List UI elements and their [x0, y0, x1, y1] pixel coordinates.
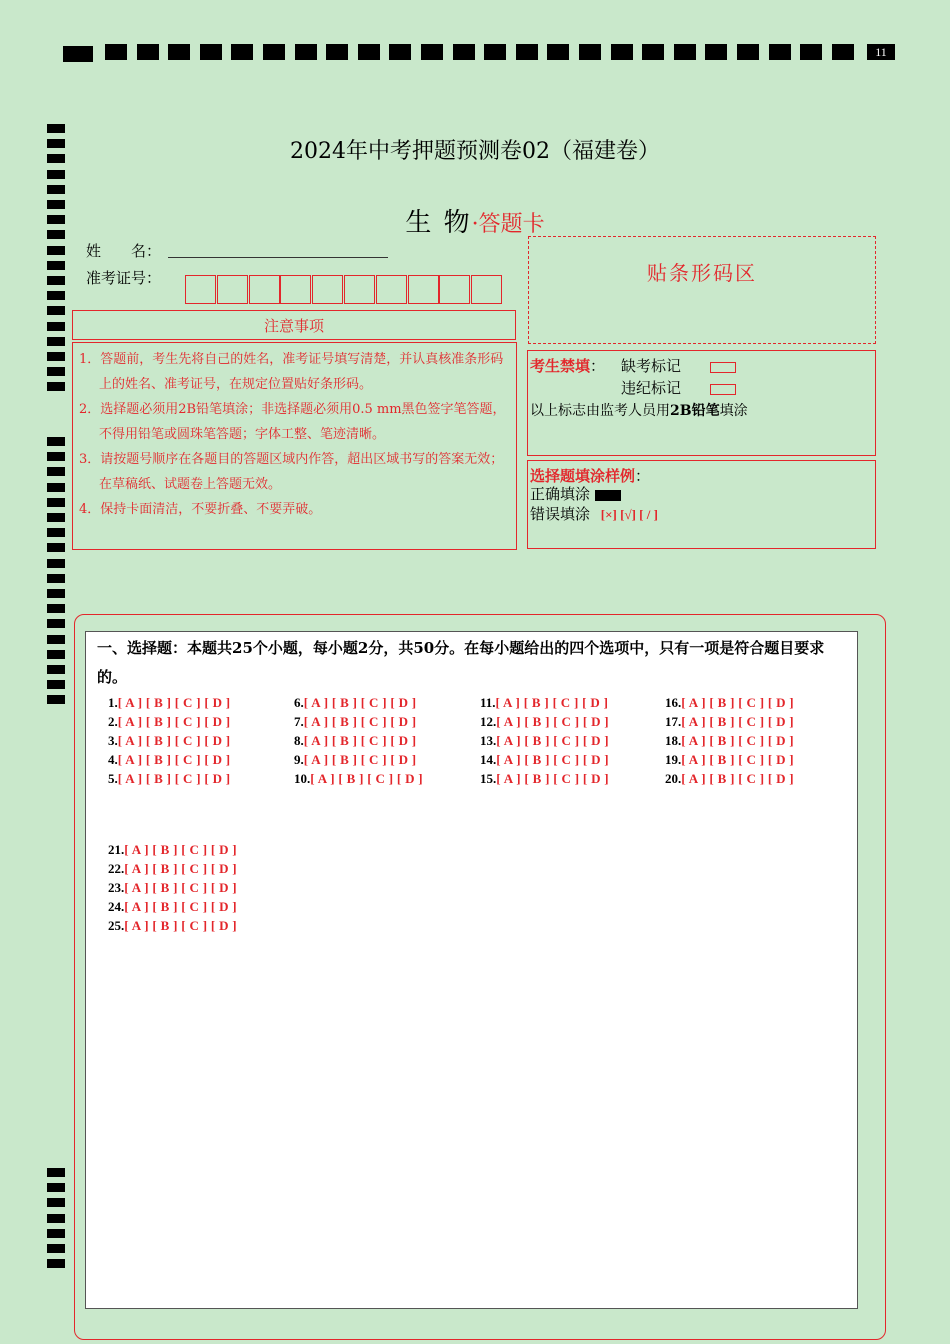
timing-mark [47, 695, 65, 704]
timing-mark [47, 124, 65, 133]
timing-mark [47, 635, 65, 644]
timing-mark [47, 276, 65, 285]
timing-mark [47, 574, 65, 583]
name-field[interactable] [168, 257, 388, 258]
timing-mark [358, 44, 380, 60]
timing-mark [674, 44, 696, 60]
forbidden-box: 考生禁填： 缺考标记 违纪标记 以上标志由监考人员用2B铅笔填涂 [527, 350, 876, 456]
timing-mark [516, 44, 538, 60]
answer-options[interactable]: [ A ] [ B ] [ C ] [ D ] [681, 714, 794, 729]
notes-heading: 注意事项 [72, 310, 516, 340]
forbidden-label: 考生禁填 [530, 357, 591, 375]
timing-mark [47, 498, 65, 507]
timing-mark [47, 543, 65, 552]
question-row[interactable] [480, 695, 608, 711]
id-digit-box[interactable] [312, 275, 343, 304]
absent-mark-label: 缺考标记 [621, 357, 682, 375]
answer-card-label: ·答题卡 [471, 212, 545, 237]
timing-mark [47, 382, 65, 391]
question-row[interactable] [108, 695, 230, 711]
id-number-boxes[interactable] [185, 275, 505, 304]
timing-mark [295, 44, 317, 60]
timing-mark [326, 44, 348, 60]
id-digit-box[interactable] [471, 275, 502, 304]
timing-mark [47, 1183, 65, 1192]
page-number: 11 [867, 44, 895, 60]
answer-options[interactable]: [ A ] [ B ] [ C ] [ D ] [124, 861, 237, 876]
answer-options[interactable]: [ A ] [ B ] [ C ] [ D ] [496, 714, 609, 729]
question-row[interactable] [294, 752, 416, 768]
question-row[interactable] [108, 771, 230, 787]
answer-options[interactable]: [ A ] [ B ] [ C ] [ D ] [495, 695, 609, 710]
question-number: 24. [108, 899, 125, 914]
question-number: 15. [480, 771, 497, 786]
timing-mark [47, 483, 65, 492]
timing-mark [705, 44, 727, 60]
timing-mark [47, 680, 65, 689]
answer-options[interactable]: [ A ] [ B ] [ C ] [ D ] [303, 733, 417, 748]
id-digit-box[interactable] [376, 275, 407, 304]
answer-options[interactable]: [ A ] [ B ] [ C ] [ D ] [117, 752, 231, 767]
question-row[interactable] [480, 733, 609, 749]
question-row[interactable] [665, 714, 794, 730]
top-timing-bar [63, 44, 895, 62]
timing-mark [200, 44, 222, 60]
barcode-area[interactable] [528, 236, 876, 344]
fill-sample-box: 选择题填涂样例： 正确填涂 错误填涂 [×] [√] [ / ] [527, 460, 876, 549]
timing-mark [47, 185, 65, 194]
timing-mark [47, 619, 65, 628]
answer-options[interactable]: [ A ] [ B ] [ C ] [ D ] [681, 771, 794, 786]
question-number: 18. [665, 733, 682, 748]
absent-mark-box[interactable] [710, 362, 736, 373]
question-row[interactable] [108, 752, 230, 768]
timing-mark [484, 44, 506, 60]
id-digit-box[interactable] [249, 275, 280, 304]
timing-mark [47, 1168, 65, 1177]
id-digit-box[interactable] [344, 275, 375, 304]
timing-mark [47, 589, 65, 598]
timing-mark [47, 1244, 65, 1253]
question-row[interactable] [665, 733, 794, 749]
answer-options[interactable]: [ A ] [ B ] [ C ] [ D ] [496, 752, 609, 767]
sample-label: 选择题填涂样例 [530, 467, 636, 485]
timing-mark [47, 170, 65, 179]
answer-options[interactable]: [ A ] [ B ] [ C ] [ D ] [303, 752, 417, 767]
question-number: 9. [294, 752, 304, 767]
barcode-label: 贴条形码区 [647, 261, 757, 285]
question-row[interactable] [480, 714, 609, 730]
question-row[interactable] [294, 733, 416, 749]
timing-mark [47, 1214, 65, 1223]
timing-mark [47, 352, 65, 361]
question-row[interactable] [294, 714, 416, 730]
timing-mark [47, 306, 65, 315]
answer-options[interactable]: [ A ] [ B ] [ C ] [ D ] [681, 733, 794, 748]
answer-options[interactable]: [ A ] [ B ] [ C ] [ D ] [117, 771, 231, 786]
timing-mark [47, 246, 65, 255]
question-row[interactable] [665, 771, 794, 787]
note-item: 2．选择题必须用2B铅笔填涂；非选择题必须用0.5 mm黑色签字笔答题，不得用铅笔或圆珠笔答题；字体工整、笔迹清晰。 [79, 402, 506, 442]
question-number: 13. [480, 733, 497, 748]
id-label: 准考证号： [86, 269, 162, 287]
timing-mark [105, 44, 127, 60]
section-heading: 一、选择题：本题共25个小题，每小题2分，共50分。在每小题给出的四个选项中，只有一项是符合题目要求的。 [97, 639, 825, 686]
timing-mark [47, 337, 65, 346]
timing-mark [800, 44, 822, 60]
note-item: 1．答题前，考生先将自己的姓名，准考证号填写清楚，并认真核准条形码上的姓名、准考证号，在规定位置贴好条形码。 [79, 352, 504, 392]
timing-mark [47, 261, 65, 270]
correct-fill-mark [595, 490, 621, 501]
timing-mark [547, 44, 569, 60]
note-item: 3．请按题号顺序在各题目的答题区域内作答，超出区域书写的答案无效；在草稿纸、试题卷上答题无效。 [79, 452, 504, 492]
timing-mark [47, 437, 65, 446]
wrong-fill-label: 错误填涂 [530, 505, 591, 523]
timing-mark [231, 44, 253, 60]
wrong-fill-marks: [×] [√] [ / ] [600, 507, 658, 522]
question-number: 21. [108, 842, 125, 857]
question-number: 12. [480, 714, 497, 729]
timing-mark [137, 44, 159, 60]
notes-box [72, 342, 517, 550]
timing-mark [737, 44, 759, 60]
question-number: 17. [665, 714, 682, 729]
timing-mark [47, 1259, 65, 1268]
forbidden-note: 以上标志由监考人员用2B铅笔填涂 [530, 403, 748, 419]
subject-title [0, 202, 950, 239]
timing-mark [389, 44, 411, 60]
question-row[interactable] [108, 918, 237, 934]
id-digit-box[interactable] [408, 275, 439, 304]
answer-options[interactable]: [ A ] [ B ] [ C ] [ D ] [124, 899, 237, 914]
question-number: 23. [108, 880, 125, 895]
id-digit-box[interactable] [439, 275, 470, 304]
timing-mark [47, 604, 65, 613]
subject-name: 生 物 [405, 208, 472, 238]
question-row[interactable] [294, 695, 416, 711]
question-number: 14. [480, 752, 497, 767]
question-number: 11. [480, 695, 496, 710]
violation-mark-label: 违纪标记 [621, 379, 682, 397]
id-digit-box[interactable] [280, 275, 311, 304]
question-number: 3. [108, 733, 118, 748]
timing-mark [579, 44, 601, 60]
answer-options[interactable]: [ A ] [ B ] [ C ] [ D ] [117, 714, 231, 729]
answer-options[interactable]: [ A ] [ B ] [ C ] [ D ] [310, 771, 423, 786]
question-number: 22. [108, 861, 125, 876]
question-row[interactable] [665, 695, 794, 711]
answer-options[interactable]: [ A ] [ B ] [ C ] [ D ] [117, 695, 231, 710]
question-number: 1. [108, 695, 118, 710]
answer-options[interactable]: [ A ] [ B ] [ C ] [ D ] [496, 771, 609, 786]
question-row[interactable] [480, 771, 609, 787]
violation-mark-box[interactable] [710, 384, 736, 395]
question-row[interactable] [108, 880, 237, 896]
timing-mark [47, 322, 65, 331]
correct-fill-label: 正确填涂 [530, 485, 591, 503]
timing-mark [421, 44, 443, 60]
timing-mark [47, 513, 65, 522]
timing-mark [168, 44, 190, 60]
question-number: 6. [294, 695, 304, 710]
exam-title: 2024年中考押题预测卷02（福建卷） [290, 139, 660, 164]
question-number: 19. [665, 752, 682, 767]
answer-options[interactable]: [ A ] [ B ] [ C ] [ D ] [303, 714, 417, 729]
question-row[interactable] [108, 842, 237, 858]
timing-mark [47, 452, 65, 461]
question-row[interactable] [108, 899, 237, 915]
question-number: 4. [108, 752, 118, 767]
id-digit-box[interactable] [185, 275, 216, 304]
timing-mark [611, 44, 633, 60]
question-number: 7. [294, 714, 304, 729]
answer-options[interactable]: [ A ] [ B ] [ C ] [ D ] [681, 695, 794, 710]
answer-options[interactable]: [ A ] [ B ] [ C ] [ D ] [124, 880, 237, 895]
name-label: 姓 名： [86, 242, 162, 260]
timing-mark [642, 44, 664, 60]
timing-mark [47, 467, 65, 476]
answer-options[interactable]: [ A ] [ B ] [ C ] [ D ] [124, 842, 237, 857]
question-number: 25. [108, 918, 125, 933]
timing-mark [63, 46, 93, 62]
answer-options[interactable]: [ A ] [ B ] [ C ] [ D ] [496, 733, 609, 748]
answer-options[interactable]: [ A ] [ B ] [ C ] [ D ] [117, 733, 231, 748]
question-number: 8. [294, 733, 304, 748]
question-row[interactable] [108, 714, 230, 730]
answer-options[interactable]: [ A ] [ B ] [ C ] [ D ] [124, 918, 237, 933]
question-row[interactable] [480, 752, 609, 768]
timing-mark [47, 367, 65, 376]
answer-options[interactable]: [ A ] [ B ] [ C ] [ D ] [303, 695, 417, 710]
timing-mark [47, 650, 65, 659]
timing-mark [769, 44, 791, 60]
timing-mark [47, 1198, 65, 1207]
timing-mark [47, 559, 65, 568]
question-row[interactable] [665, 752, 794, 768]
id-digit-box[interactable] [217, 275, 248, 304]
timing-mark [47, 528, 65, 537]
question-row[interactable] [108, 861, 237, 877]
timing-mark [263, 44, 285, 60]
question-row[interactable] [108, 733, 230, 749]
question-number: 10. [294, 771, 311, 786]
timing-mark [47, 1229, 65, 1238]
timing-mark [832, 44, 854, 60]
question-number: 5. [108, 771, 118, 786]
question-number: 20. [665, 771, 682, 786]
question-number: 16. [665, 695, 682, 710]
question-number: 2. [108, 714, 118, 729]
answer-options[interactable]: [ A ] [ B ] [ C ] [ D ] [681, 752, 794, 767]
timing-mark [47, 291, 65, 300]
timing-mark [47, 665, 65, 674]
question-row[interactable] [294, 771, 423, 787]
note-item: 4．保持卡面清洁，不要折叠、不要弄破。 [79, 502, 322, 517]
timing-mark [453, 44, 475, 60]
